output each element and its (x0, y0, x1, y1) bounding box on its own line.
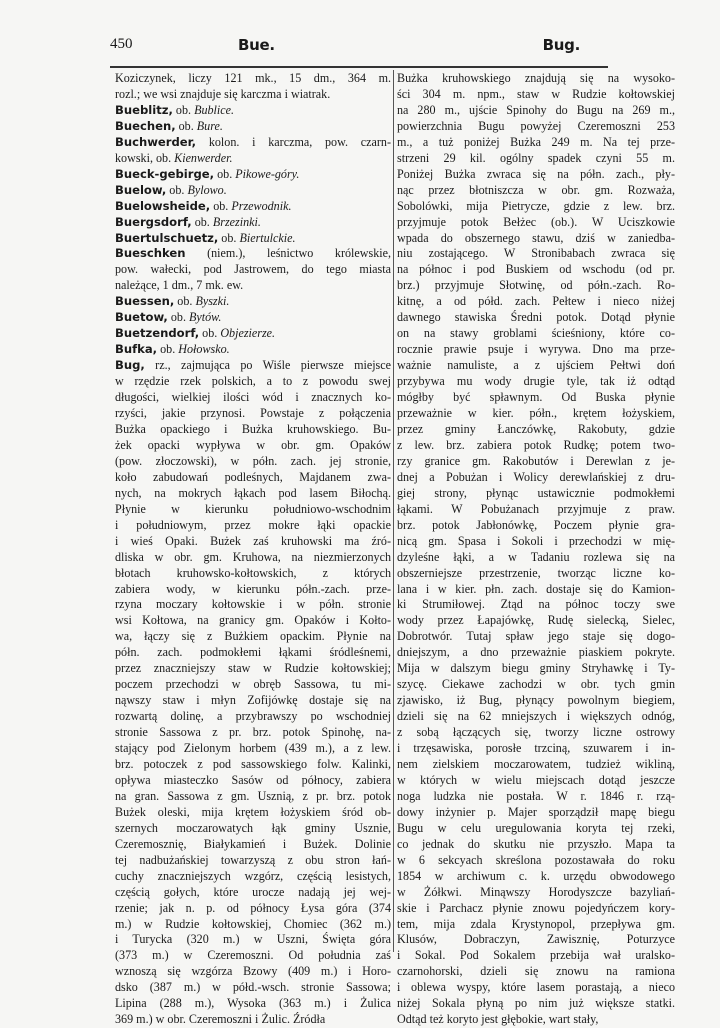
right-column (397, 71, 675, 1028)
entry-bug-line: przez znaczniejszy staw w Rudzie kołtowskiej; (115, 661, 391, 676)
page-header (110, 36, 580, 56)
entry-headword: Buetzendorf, (115, 326, 200, 341)
dictionary-entry (115, 342, 391, 358)
entry-reference: Przewodnik. (231, 198, 292, 213)
entry-bueschken-line: należące, 1 dm., 7 mk. ew. (115, 278, 244, 293)
entry-headword: Buechen, (115, 118, 176, 133)
entry-text: kolon. i karczma, pow. czarn- (196, 134, 391, 149)
entry-headword: Buergsdorf, (115, 214, 192, 229)
entry-bug-line: w 6 sekcyach skreślona pozostawała do roku (397, 852, 675, 867)
right-running-head: Bug. (542, 36, 580, 54)
dictionary-entry (115, 326, 391, 342)
entry-reference: Brzezinki. (212, 214, 261, 229)
entry-bug-line: skie i Parchacz płynie znowu pojedyńczem kory- (397, 900, 675, 915)
entry-bug-line: dniejszym, a dno przeważnie piaskiem pokryte. (397, 645, 675, 660)
entry-bug-line: w Żółkwi. Minąwszy Horodyszcze bazyliań- (397, 884, 675, 899)
entry-headword: Bufka, (115, 342, 158, 357)
entry-headword: Buelowsheide, (115, 198, 211, 213)
entry-bug-line: ki Strumiłowej. Ztąd na północ toczy swe (397, 597, 675, 612)
text-line: Koziczynek, liczy 121 mk., 15 dm., 364 m. (115, 71, 391, 85)
entry-bug-line: nąc przez błotniszcza w obr. gm. Rozważa, (397, 182, 675, 197)
entry-bug-line: wody przez Łapajówkę, Rudę sielecką, Sielec, (397, 613, 675, 628)
entry-bug-line: Sobolówki, mija Pietrycze, gdzie z lew. brz. (397, 198, 675, 213)
entry-bug-line: rzenie; jak n. p. od północy Łysa góra (374 (115, 900, 391, 915)
entry-bug-line: brz. potok Jabłonówkę, Poczem płynie gra- (397, 517, 675, 532)
entry-reference: Bure. (196, 118, 223, 133)
entry-text: ob. (174, 294, 196, 309)
entry-headword: Buessen, (115, 294, 175, 309)
entry-bug-line: brz.) przyjmuje Słotwinę, od półn.-zach. Ro- (397, 278, 675, 293)
entry-reference: Pikowe-góry. (235, 166, 300, 181)
entry-headword: Buchwerder, (115, 134, 197, 149)
entry-bug-line: brz. potoczek z pod sassowskiego folw. Kalinki, (115, 756, 391, 771)
entry-bug-line: półn. zach. podmokłemi łąkami śródleśnemi, (115, 645, 391, 660)
entry-text: ob. (191, 214, 213, 229)
dictionary-entry-continuation (115, 151, 391, 167)
entry-bug-line: ważnie namuliste, a z ujściem Pełtwi doń (397, 358, 675, 373)
entry-headword: Bueck-gebirge, (115, 166, 215, 181)
entry-bug-line: na 280 m., ujście Spinohy do Bugu na 269 m., (397, 102, 675, 117)
entry-bug-line: Dobrotwór. Tutaj spław jego staje się dogo- (397, 629, 675, 644)
entry-bug-line: niżej Sokala płyną po nim już większe statki. (397, 996, 675, 1011)
entry-bug-line: nicą gm. Spasa i Sokoli i przechodzi w mię- (397, 533, 675, 548)
entry-bug-line: nąwszy staw i młyn Zofijówkę dostaje się na (115, 693, 391, 708)
entry-reference: Bytów. (189, 310, 222, 325)
entry-text: ob. (218, 230, 240, 245)
entry-bug-line: i Sokal. Pod Sokalem przebija wał uralsko- (397, 948, 675, 963)
entry-bug-line: Czeremosznię, Białykamień i Bużek. Dolinie (115, 836, 391, 851)
column-divider (393, 70, 394, 952)
entry-bug-line: stający pod Zielonym horbem (439 m.), a z lew. (115, 741, 391, 756)
entry-bug-line: poczem przechodzi w obręb Sassowa, tu mi- (115, 677, 391, 692)
entry-bug-line: dowy inżynier p. Majer sporządził mapę biegu (397, 804, 675, 819)
dictionary-entry (115, 135, 391, 151)
entry-bug-line: cuchy znaczniejszych wzgórz, częścią lesistych, (115, 868, 391, 883)
entry-reference: Kienwerder. (174, 150, 233, 165)
entry-bug-line: w rzędzie rzek polskich, a to z powodu swej (115, 374, 391, 389)
entry-bug-line: (pow. złoczowski), w półn. zach. jej stronie, (115, 453, 391, 468)
entry-bug-line: Bużek oleski, mija krętem łożyskiem śród ob- (115, 804, 391, 819)
entry-bug-line: z lew. brz. zabiera potok Rudkę; potem two- (397, 437, 675, 452)
entry-bug-line: lana i w kier. płn. zach. dostaje się do Kamion- (397, 581, 675, 596)
entry-bug-line: m.) w Rudzie kołtowskiej, Chomiec (362 m.) (115, 916, 391, 931)
entry-bug-line: (373 m.) w Czeremoszni. Od południa zaś (115, 948, 391, 963)
entry-text: ob. (175, 118, 197, 133)
entry-reference: Hołowsko. (178, 342, 230, 357)
entry-headword: Bueblitz, (115, 102, 173, 117)
entry-bug-line: dzieli się na 62 mniejszych i większych odnóg, (397, 709, 675, 724)
entry-bug-line: niu zostającego. W Stronibabach zwraca się (397, 246, 675, 261)
entry-bug-line: stronie Sassowa z pr. brz. potok Spinohę, na- (115, 725, 391, 740)
dictionary-entry (115, 215, 391, 231)
entry-bug-line: ści 304 m. npm., staw w Rudzie kołtowskiej (397, 86, 675, 101)
entry-bug-line: rzyści, jakie przynosi. Powstaje z połączenia (115, 406, 391, 421)
entry-bug-line: dzyleśne łąki, a w Tadaniu rozlewa się na (397, 549, 675, 564)
dictionary-entry (115, 294, 391, 310)
entry-bug-line: nem zielskiem moczarowatem, tudzież wikliną, (397, 756, 675, 771)
entry-bug-line: czarnohorski, dzieli się znowu na ramiona (397, 964, 675, 979)
entry-bug-line: łąkami. W Pobużanach przyjmuje z praw. (397, 501, 675, 516)
entry-bug-line: kitnę, a od półd. zach. Pełtew i nieco niżej (397, 294, 675, 309)
entry-bug-line: i trzęsawiska, porosłe trzciną, szuwarem i in- (397, 741, 675, 756)
entry-bug-line: wsi Kołtowa, na granicy gm. Opaków i Kołto- (115, 613, 391, 628)
dictionary-entry (115, 231, 391, 247)
entry-bug-line: i wieś Opaki. Bużek zaś kruhowski ma źró- (115, 533, 391, 548)
entry-headword: Buetow, (115, 310, 168, 325)
entry-bug-line: opływa miasteczko Sasów od północy, zabiera (115, 772, 391, 787)
entry-text: ob. (172, 102, 195, 117)
header-rule (110, 66, 608, 68)
entry-bueschken-line: Bueschken (niem.), leśnictwo królewskie, (115, 246, 391, 261)
entry-bug-line: dsko (387 m.) w półd.-wsch. stronie Sassowa; (115, 980, 391, 995)
entry-bug-line: na północ i pod Buskiem od wschodu (od pr. (397, 262, 675, 277)
entry-bug-line: powierzchnia Bugu powyżej Czeremoszni 253 (397, 118, 675, 133)
entry-text: ob. (210, 198, 232, 213)
entry-bug-line: w których w wielu miejscach dotąd jeszcze (397, 772, 675, 787)
entry-bug-line: Odtąd też koryto jest głębokie, wart stały, (397, 1012, 599, 1027)
entry-bug-line: i południowym, przez mokre łąki opackie (115, 517, 391, 532)
entry-text: kowski, ob. (115, 150, 175, 165)
dictionary-entry (115, 119, 391, 135)
entry-bug-line: szernych moczarowatych łąk gminy Usznie, (115, 820, 391, 835)
dictionary-entry (115, 103, 391, 119)
entry-reference: Bylowo. (187, 182, 227, 197)
entry-bueschken-line: pow. wałecki, pod Jastrowem, do tego miasta (115, 262, 391, 277)
entry-bug-line: Bużka kruhowskiego znajdują się na wysoko- (397, 71, 675, 85)
entry-bug-line: rozwartą dolinę, a przybrawszy po wschodniej (115, 709, 391, 724)
entry-bug-line: częścią gołych, które urocze nadają jej wej- (115, 884, 391, 899)
entry-bug-line: Lipina (288 m.), Wysoka (363 m.) i Żulica (115, 996, 391, 1011)
left-running-head: Bue. (238, 36, 275, 54)
entry-bug-line: dliska w obr. gm. Kruhowa, na niezmierzonych (115, 549, 391, 564)
text-line: rozl.; we wsi znajduje się karczma i wiatrak. (115, 86, 331, 101)
entry-headword: Buelow, (115, 182, 167, 197)
entry-bug-line: przyjmuje potok Bełżec (ob.). W Uciszkowie (397, 214, 675, 229)
entry-bug-line: giej strony, płynąc ustawicznie podmokłemi (397, 485, 675, 500)
entry-reference: Byszki. (195, 294, 230, 309)
entry-bug-line: z sobą łączących się, tworzy liczne ostrowy (397, 725, 675, 740)
dictionary-entry (115, 310, 391, 326)
entry-bug-line: m., a tuż poniżej Bużka 249 m. Na tej prze- (397, 134, 675, 149)
entry-bug-line: 1854 w archiwum c. k. urzędu obwodowego (397, 868, 675, 883)
entry-bug-line: mógłby być spławnym. Od Buska płynie (397, 390, 675, 405)
entry-bug-line: nych, na mokrych łąkach pod lasem Biłochą. (115, 485, 391, 500)
entry-bug-line: przez gminy Łanczówkę, Rakobuty, gdzie (397, 421, 675, 436)
entry-bug-line: dnej a Pobużan i Wolicy derewlańskiej z dru- (397, 469, 675, 484)
entry-bug-line: szycę. Ciekawe zachodzi w obr. tych gmin (397, 677, 675, 692)
entry-text: ob. (214, 166, 236, 181)
entry-bug-line: on na stawy groblami ścieśniony, które co- (397, 326, 675, 341)
entry-bug-line: strzeni 29 kil. ogólny spadek czyni 55 m. (397, 150, 675, 165)
entry-bug-line: koło zabudowań podleśnych, Majdanem zwa- (115, 469, 391, 484)
entry-bug-line: tem, mija zdala Krystynopol, przepływa gm. (397, 916, 675, 931)
entry-bug-line: i Turycka (320 m.) w Uszni, Święta góra (115, 932, 391, 947)
entry-bug-line: obszerniejsze przestrzenie, tworząc liczne ko- (397, 565, 675, 580)
entry-bug-line: wa, łączy się z Bużkiem opackim. Płynie na (115, 629, 391, 644)
entry-text: ob. (167, 310, 190, 325)
entry-bug-line: Płynie w kierunku południowo-wschodnim (115, 501, 391, 516)
entry-bug-line: Klusów, Dobraczyn, Zawisznię, Poturzyce (397, 932, 675, 947)
page-number: 450 (110, 36, 133, 52)
entry-bug-line: wpada do obszernego stawu, dziś w zaniedba- (397, 230, 675, 245)
entry-bug-line: Mija w dalszym biegu gminy Stryhawkę i Ty- (397, 661, 675, 676)
entry-bug-line: rzy granice gm. Rakobutów i Derewlan z je- (397, 453, 675, 468)
entry-bug-line: błotach kruhowsko-kołtowskich, z których (115, 565, 391, 580)
entry-bug-line: zjawisko, iż Bug, płynący powolnym biegiem, (397, 693, 675, 708)
entry-bug-line: i oblewa wyspy, które lasem porastają, a nieco (397, 980, 675, 995)
entry-text: ob. (199, 326, 221, 341)
entry-reference: Biertulckie. (239, 230, 296, 245)
entry-bug-line: Bugu w celu uregulowania koryta tej rzeki, (397, 820, 675, 835)
entry-bug-line: rzyna moczary kołtowskie i w półn. stronie (115, 597, 391, 612)
entry-bug-line: żek opacki wypływa w obr. gm. Opaków (115, 437, 391, 452)
entry-bug-line: Poniżej Bużka zwraca się na półn. zach., pły- (397, 166, 675, 181)
left-column (115, 71, 391, 1028)
entry-bug-line: Bużka opackiego i Bużka kruhowskiego. Bu- (115, 421, 391, 436)
entry-bug-line: na gran. Sassowa z gm. Usznią, z pr. brz. potok (115, 788, 391, 803)
dictionary-entry (115, 183, 391, 199)
entry-bug-line: przybywa mu wody drugie tyle, tak iż odtąd (397, 374, 675, 389)
entry-bug-line: wznoszą się wzgórza Bzowy (409 m.) i Horo- (115, 964, 391, 979)
entry-text: ob. (157, 342, 179, 357)
entry-bug-line: Bug, rz., zajmująca po Wiśle pierwsze miejsce (115, 358, 391, 373)
entry-bug-line: zabiera wody, w kierunku półn.-zach. prze- (115, 581, 391, 596)
entry-bug-line: rocznie prawie psuje i wyrywa. Dno ma prze- (397, 342, 675, 357)
entry-reference: Bublice. (194, 102, 235, 117)
entry-reference: Objezierze. (220, 326, 276, 341)
dictionary-entry (115, 167, 391, 183)
entry-bug-line: przeważnie w kier. półn., krętem łożyskiem, (397, 406, 675, 421)
entry-bug-line: dawnego stawiska Średni potok. Dotąd płynie (397, 310, 675, 325)
entry-bug-line: 369 m.) w obr. Czeremoszni i Żulic. Źródła (115, 1012, 326, 1027)
entry-bug-line: noga ludzka nie postała. W r. 1846 r. rzą- (397, 788, 675, 803)
entry-headword: Buertulschuetz, (115, 230, 219, 245)
entry-bug-line: długości, wielkiej ilości wód i znacznych ko- (115, 390, 391, 405)
entry-bug-line: co jednak do skutku nie przyszło. Mapa ta (397, 836, 675, 851)
entry-bug-line: tej nadbużańskiej towarzyszą z obu stron łań- (115, 852, 391, 867)
entry-text: ob. (166, 182, 188, 197)
dictionary-entry (115, 199, 391, 215)
